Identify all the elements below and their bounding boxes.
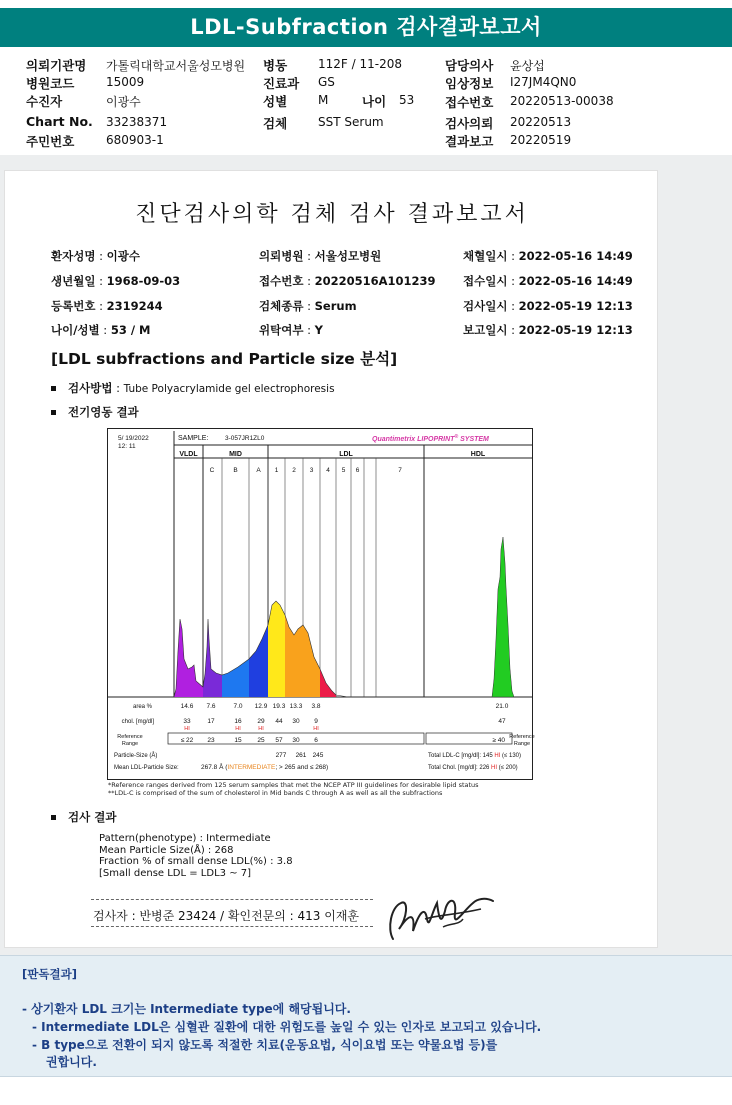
ordering-institution-value: 가톨릭대학교서울성모병원 xyxy=(106,59,246,73)
row-label-area: area % xyxy=(132,704,152,710)
band-label: B xyxy=(233,467,238,474)
hi-flag: HI xyxy=(313,726,319,732)
ref-value: 6 xyxy=(314,737,318,744)
ref-value: 15 xyxy=(234,737,242,744)
chol-value: 44 xyxy=(275,718,283,725)
age-label: 나이 xyxy=(362,94,387,109)
area-value: 19.3 xyxy=(272,703,286,710)
interpretation-line: - B type으로 전환이 되지 않도록 적절한 치료(운동요법, 식이요법 또는 약물요법 등)를 xyxy=(32,1038,498,1052)
specimen-type: 검체종류 : Serum xyxy=(259,299,357,313)
chol-value: 30 xyxy=(292,718,300,725)
ref-label-right: Range xyxy=(513,741,531,747)
receipt-no-label: 접수번호 xyxy=(445,95,494,110)
total-ldl: Total LDL-C [mg/dl]: 145 HI (≤ 130) xyxy=(428,753,522,759)
chol-value: 33 xyxy=(183,718,191,725)
fraction-area xyxy=(249,625,268,697)
area-value: 3.8 xyxy=(311,703,321,710)
ref-value: 23 xyxy=(207,737,215,744)
fraction-area xyxy=(174,619,203,697)
resident-no-value: 680903-1 xyxy=(106,133,164,147)
area-value: 12.9 xyxy=(254,703,268,710)
result-summary xyxy=(99,833,293,879)
collection-datetime: 채혈일시 : 2022-05-16 14:49 xyxy=(463,249,633,263)
row-label-psize: Particle-Size (Å) xyxy=(114,753,158,759)
chart-sample-id: 3-057JR1ZL0 xyxy=(225,435,265,442)
hospital-code-label: 병원코드 xyxy=(26,76,75,91)
band-label: A xyxy=(256,467,261,474)
signature-line: 검사자 : 반병준 23424 / 확인전문의 : 413 이재훈 xyxy=(93,909,360,923)
ward-label: 병동 xyxy=(263,58,288,73)
request-date-label: 검사의뢰 xyxy=(445,116,494,131)
clinical-info-value: I27JM4QN0 xyxy=(510,75,577,89)
bullet-icon xyxy=(51,410,56,415)
examinee-label: 수진자 xyxy=(26,94,63,109)
report-date-label: 결과보고 xyxy=(445,134,494,149)
department-label: 진료과 xyxy=(263,76,300,91)
total-chol: Total Chol. [mg/dl]: 226 HI (≤ 200) xyxy=(428,765,518,771)
area-value: 7.6 xyxy=(206,703,216,710)
area-value: 7.0 xyxy=(233,703,243,710)
chart-time: 12: 11 xyxy=(118,443,136,450)
resident-no-label: 주민번호 xyxy=(26,134,75,149)
result-sdldl-fraction: Fraction % of small dense LDL(%) : 3.8 xyxy=(99,856,293,867)
result-heading: 검사 결과 xyxy=(51,809,116,825)
specimen-label: 검체 xyxy=(263,116,288,131)
fraction-area xyxy=(268,601,285,697)
hospital-code-value: 15009 xyxy=(106,75,145,89)
receipt-datetime: 접수일시 : 2022-05-16 14:49 xyxy=(463,274,633,288)
hi-flag: HI xyxy=(258,726,264,732)
band-label: 3 xyxy=(309,467,314,474)
group-label-hdl: HDL xyxy=(470,451,486,458)
chart-no-value: 33238371 xyxy=(106,115,168,129)
result-sdldl-definition: [Small dense LDL = LDL3 ~ 7] xyxy=(99,867,252,879)
band-label: 5 xyxy=(341,467,346,474)
bullet-icon xyxy=(51,815,56,820)
ref-value: 30 xyxy=(292,737,300,744)
group-label-mid: MID xyxy=(229,451,242,458)
area-value: 13.3 xyxy=(289,703,303,710)
method-row: 검사방법 : Tube Polyacrylamide gel electrophoresis xyxy=(51,380,335,396)
lipoprint-chart xyxy=(107,428,533,780)
band-label: 2 xyxy=(292,467,296,474)
chol-value-hdl: 47 xyxy=(498,718,506,725)
ref-value: 25 xyxy=(257,737,265,744)
interpretation-line: - Intermediate LDL은 심혈관 질환에 대한 위험도를 높일 수 있는 인자로 보고되고 있습니다. xyxy=(32,1020,542,1034)
physician-value: 윤상섭 xyxy=(510,59,545,73)
department-value: GS xyxy=(318,75,335,89)
ward-value: 112F / 11-208 xyxy=(318,57,402,71)
chart-sample-label: SAMPLE: xyxy=(178,435,209,442)
interpretation-line: - 상기환자 LDL 크기는 Intermediate type에 해당됩니다. xyxy=(22,1002,351,1016)
row-label-chol: chol. [mg/dl] xyxy=(121,719,154,725)
interpretation-panel xyxy=(0,955,732,1077)
lab-report-title: 진단검사의학 검체 검사 결과보고서 xyxy=(135,202,529,227)
accession-no: 접수번호 : 20220516A101239 xyxy=(259,274,436,288)
particle-size-value: 245 xyxy=(312,752,324,759)
chart-no-label: Chart No. xyxy=(26,114,93,129)
patient-reg-no: 등록번호 : 2319244 xyxy=(51,299,163,313)
chol-value: 16 xyxy=(234,718,242,725)
band-label: 1 xyxy=(274,467,279,474)
mean-size-value: 267.8 Å (INTERMEDIATE; > 265 and ≤ 268) xyxy=(201,764,329,771)
area-value-hdl: 21.0 xyxy=(495,703,509,710)
row-label-ref: Range xyxy=(121,741,139,747)
particle-size-value: 261 xyxy=(295,752,307,759)
hdl-peak xyxy=(492,537,514,697)
test-datetime: 검사일시 : 2022-05-19 12:13 xyxy=(463,299,633,313)
ordering-institution-label: 의뢰기관명 xyxy=(26,58,87,73)
group-label-vldl: VLDL xyxy=(179,451,198,458)
referring-hospital: 의뢰병원 : 서울성모병원 xyxy=(259,249,382,263)
particle-size-value: 277 xyxy=(275,752,287,759)
clinical-info-label: 임상정보 xyxy=(445,76,494,91)
bullet-icon xyxy=(51,386,56,391)
band-label: 6 xyxy=(355,467,360,474)
band-label: C xyxy=(209,467,215,474)
hi-flag: HI xyxy=(184,726,190,732)
ref-label-right: Reference xyxy=(509,734,535,740)
ref-value: 57 xyxy=(275,737,283,744)
specimen-value: SST Serum xyxy=(318,115,384,129)
chol-value: 17 xyxy=(207,718,215,725)
chart-brand: Quantimetrix LIPOPRINT® SYSTEM xyxy=(372,434,489,443)
analysis-section-title: [LDL subfractions and Particle size 분석] xyxy=(51,350,398,368)
patient-dob: 생년월일 : 1968-09-03 xyxy=(51,274,181,288)
row-label-mean: Mean LDL-Particle Size: xyxy=(114,765,179,771)
divider xyxy=(91,899,373,900)
sex-value: M xyxy=(318,93,329,107)
age-value: 53 xyxy=(399,93,415,107)
lipoprint-chart-svg xyxy=(108,429,535,779)
chol-value: 29 xyxy=(257,718,265,725)
order-info-panel xyxy=(0,52,732,152)
area-value: 14.6 xyxy=(180,703,194,710)
receipt-no-value: 20220513-00038 xyxy=(510,94,614,108)
hi-flag: HI xyxy=(235,726,241,732)
patient-age-sex: 나이/성별 : 53 / M xyxy=(51,323,151,337)
report-date-value: 20220519 xyxy=(510,133,572,147)
fraction-area xyxy=(222,659,249,697)
request-date-value: 20220513 xyxy=(510,115,572,129)
interpretation-title: [판독결과] xyxy=(22,967,77,981)
row-label-ref: Reference xyxy=(117,734,143,740)
report-header-title: LDL-Subfraction 검사결과보고서 xyxy=(0,8,732,47)
report-datetime: 보고일시 : 2022-05-19 12:13 xyxy=(463,323,633,337)
physician-signature-image xyxy=(385,889,500,947)
chol-value: 9 xyxy=(314,718,318,725)
fraction-area xyxy=(285,615,320,697)
fraction-area xyxy=(203,619,222,697)
examinee-value: 이광수 xyxy=(106,95,141,109)
result-pattern: Pattern(phenotype) : Intermediate xyxy=(99,833,271,844)
sex-label: 성별 xyxy=(263,94,288,109)
divider xyxy=(91,926,373,927)
result-mean-size: Mean Particle Size(Å) : 268 xyxy=(99,844,234,856)
band-label: 4 xyxy=(326,467,330,474)
outsourced-flag: 위탁여부 : Y xyxy=(259,323,323,337)
band-label: 7 xyxy=(398,467,402,474)
ref-value: ≤ 22 xyxy=(180,737,194,744)
interpretation-line: 권합니다. xyxy=(46,1055,97,1069)
chart-date: 5/ 19/2022 xyxy=(118,435,149,442)
physician-label: 담당의사 xyxy=(445,58,494,73)
chart-footnotes: *Reference ranges derived from 125 serum samples that met the NCEP ATP III guidelines for desirable lipid status **LDL-C is comprised of the sum of cholesterol in Mid bands C through A as well as all the subfractions xyxy=(108,781,479,797)
patient-name: 환자성명 : 이광수 xyxy=(51,249,140,263)
electrophoresis-heading: 전기영동 결과 xyxy=(51,404,139,420)
ref-value-hdl: ≥ 40 xyxy=(492,737,505,744)
group-label-ldl: LDL xyxy=(339,451,353,458)
